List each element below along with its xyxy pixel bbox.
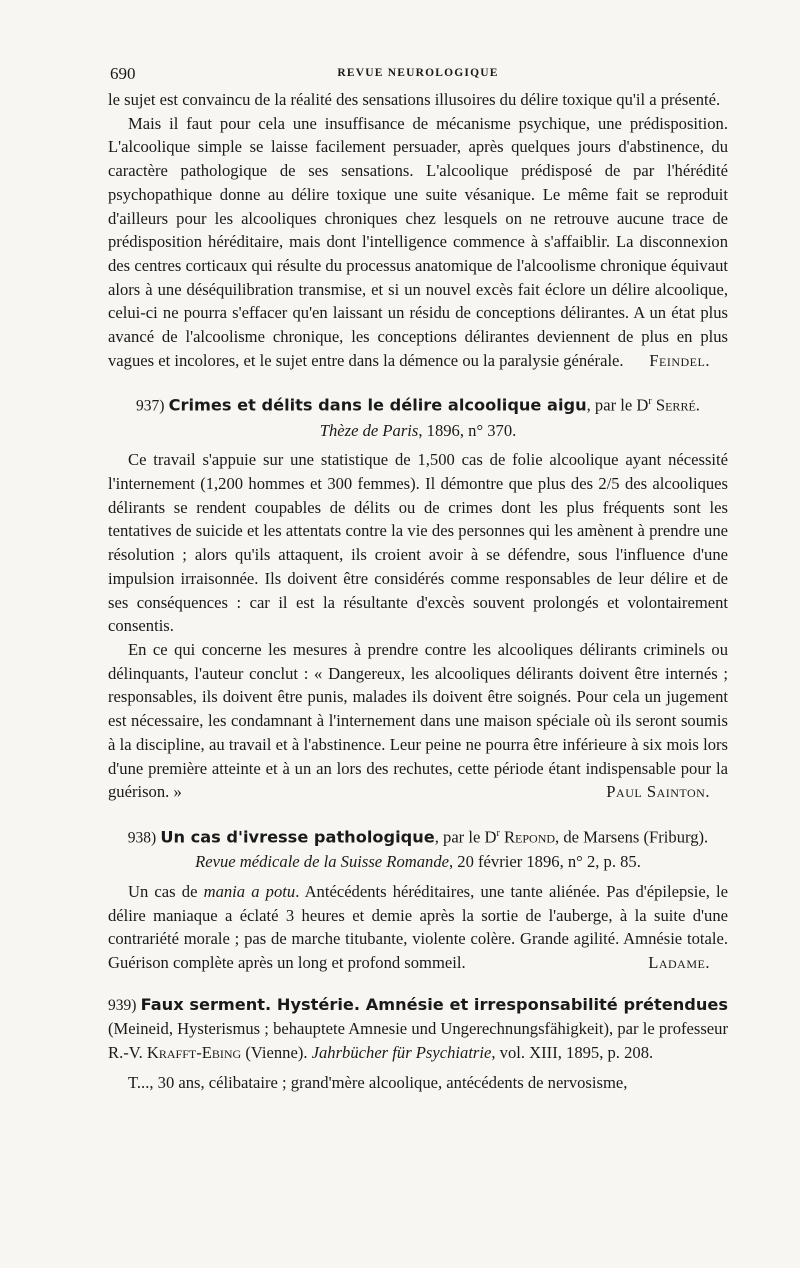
entry-number: 937) — [136, 397, 165, 415]
prev-review-text: Mais il faut pour cela une insuffisance de mécanisme psychique, une prédisposition. L'alcoolique simple se laisse facilement persuader, après quelques jours d'abstinence, du caractère pathologique de ses sensations. L'alcoolique prédisposé de par l'hérédité psychopathique donne au délire toxique une suite vésanique. Le même fait se reproduit d'ailleurs pour les alcooliques chroniques chez lesquels on ne retrouve aucune trace de prédisposition héréditaire, mais dont l'intelligence commence à s'affaiblir. La disconnexion des centres corticaux qui résulte du processus anatomique de l'alcoolisme chronique équivaut alors à une déséquilibration transmise, et si un nouvel excès fait éclore un délire alcoolique, celui-ci ne pourra s'effacer qu'en laissant un résidu de conceptions délirantes. A un état plus avancé de l'alcoolisme chronique, les conceptions délirantes deviennent de plus en plus vagues et incolores, et le sujet entre dans la démence ou la paralysie générale. — [108, 113, 728, 370]
entry-number: 938) — [127, 829, 157, 847]
entry-paragraph — [108, 638, 728, 804]
text-column — [108, 58, 728, 1094]
entry-text-start: Un cas de — [128, 881, 204, 901]
reviewer-signature: Paul Sainton. — [606, 782, 710, 802]
entry-by-sup: r — [648, 396, 652, 408]
entry-source — [108, 850, 728, 874]
entry-source — [108, 419, 728, 443]
reviewer-signature: Ladame. — [648, 952, 710, 972]
entry-text-italic: mania a potu — [203, 881, 296, 901]
entry-author: Krafft-Ebing — [146, 1043, 242, 1063]
entry-title: Un cas d'ivresse pathologique — [160, 827, 435, 847]
source-title: Jahrbücher für Psychiatrie — [311, 1043, 492, 1063]
source-details: , vol. XIII, 1895, p. 208. — [491, 1043, 654, 1063]
entry-by: , par le D — [586, 395, 649, 415]
running-head — [108, 58, 728, 88]
entry-number: 939) — [108, 996, 137, 1014]
prev-review-paragraph: le sujet est convaincu de la réalité des sensations illusoires du délire toxique qu'il a présenté. — [108, 90, 721, 109]
entry-author: Repond — [503, 827, 556, 847]
reviewer-signature: Feindel. — [649, 350, 710, 370]
entry-author: Serré — [655, 395, 696, 415]
entry-author-rest: (Vienne). — [241, 1043, 312, 1063]
review-entry-937 — [108, 390, 728, 803]
review-entry-939 — [108, 993, 728, 1095]
source-title: Revue médicale de la Suisse Romande — [195, 852, 449, 872]
entry-paragraph: Ce travail s'appuie sur une statistique de 1,500 cas de folie alcoolique ayant nécessité l'internement (1,200 hommes et 300 femmes). Il démontre que plus des 2/5 des alcooliques délirants se rendent coupables de délits ou de crimes dont les plus fréquents sont les tentatives de suicide et les attentats contre la vie des personnes qui les amènent à prendre une résolution ; alors qu'ils attaquent, ils croient avoir à se défendre, sous l'influence d'une impulsion irraisonnée. Ils doivent être considérés comme responsables de leur délire et de ses conséquences : car il est la résultante d'excès souvent prolongés et volontairement consentis. — [108, 450, 728, 636]
source-details: , 1896, n° 370. — [418, 420, 517, 440]
entry-text: En ce qui concerne les mesures à prendre contre les alcooliques délirants criminels ou délinquants, l'auteur conclut : « Dangereux, les alcooliques délirants doivent être internés ; responsables, ils doivent être punis, malades ils doivent être soignés. Pour cela un jugement est nécessaire, les condamnant à l'internement dans une maison spéciale où ils seront soumis à la discipline, au travail et à l'abstinence. Leur peine ne pourra être inférieure à six mois lors d'une première atteinte et à un an lors des rechutes, cette période étant indispensable pour la guérison. » — [108, 640, 728, 802]
entry-title: Faux serment. Hystérie. Amnésie et irresponsabilité prétendues — [140, 994, 728, 1014]
entry-heading — [108, 822, 728, 850]
entry-text-rest: . Antécédents héréditaires, une tante aliénée. Pas d'épilepsie, le délire maniaque a éclaté 3 heures et demie après la sortie de l'auberge, à la suite d'une contrariété morale ; pas de marche titubante, violente colère. Grande agilité. Amnésie totale. Guérison complète après un long et profond sommeil. — [108, 881, 728, 972]
source-details: , 20 février 1896, n° 2, p. 85. — [448, 852, 641, 872]
entry-paragraph: T..., 30 ans, célibataire ; grand'mère alcoolique, antécédents de nervosisme, — [128, 1072, 628, 1092]
entry-title: Crimes et délits dans le délire alcoolique aigu — [168, 395, 587, 415]
prev-review-paragraph — [108, 112, 728, 373]
entry-heading — [108, 390, 728, 418]
journal-title: REVUE NEUROLOGIQUE — [337, 67, 499, 79]
entry-subtitle: (Meineid, Hysterismus ; behauptete Amnesie und Ungerechnungsfähigkeit), par le professeur R.-V. — [108, 1019, 728, 1063]
entry-author-rest: , de Marsens (Friburg). — [555, 827, 709, 847]
review-entry-938 — [108, 822, 728, 975]
entry-by: , par le D — [434, 827, 497, 847]
source-title: Thèze de Paris — [319, 420, 419, 440]
entry-heading — [108, 993, 728, 1065]
entry-author-end: . — [695, 395, 700, 415]
entry-paragraph — [108, 880, 728, 975]
page-number: 690 — [110, 64, 136, 83]
entry-by-sup: r — [496, 827, 500, 839]
